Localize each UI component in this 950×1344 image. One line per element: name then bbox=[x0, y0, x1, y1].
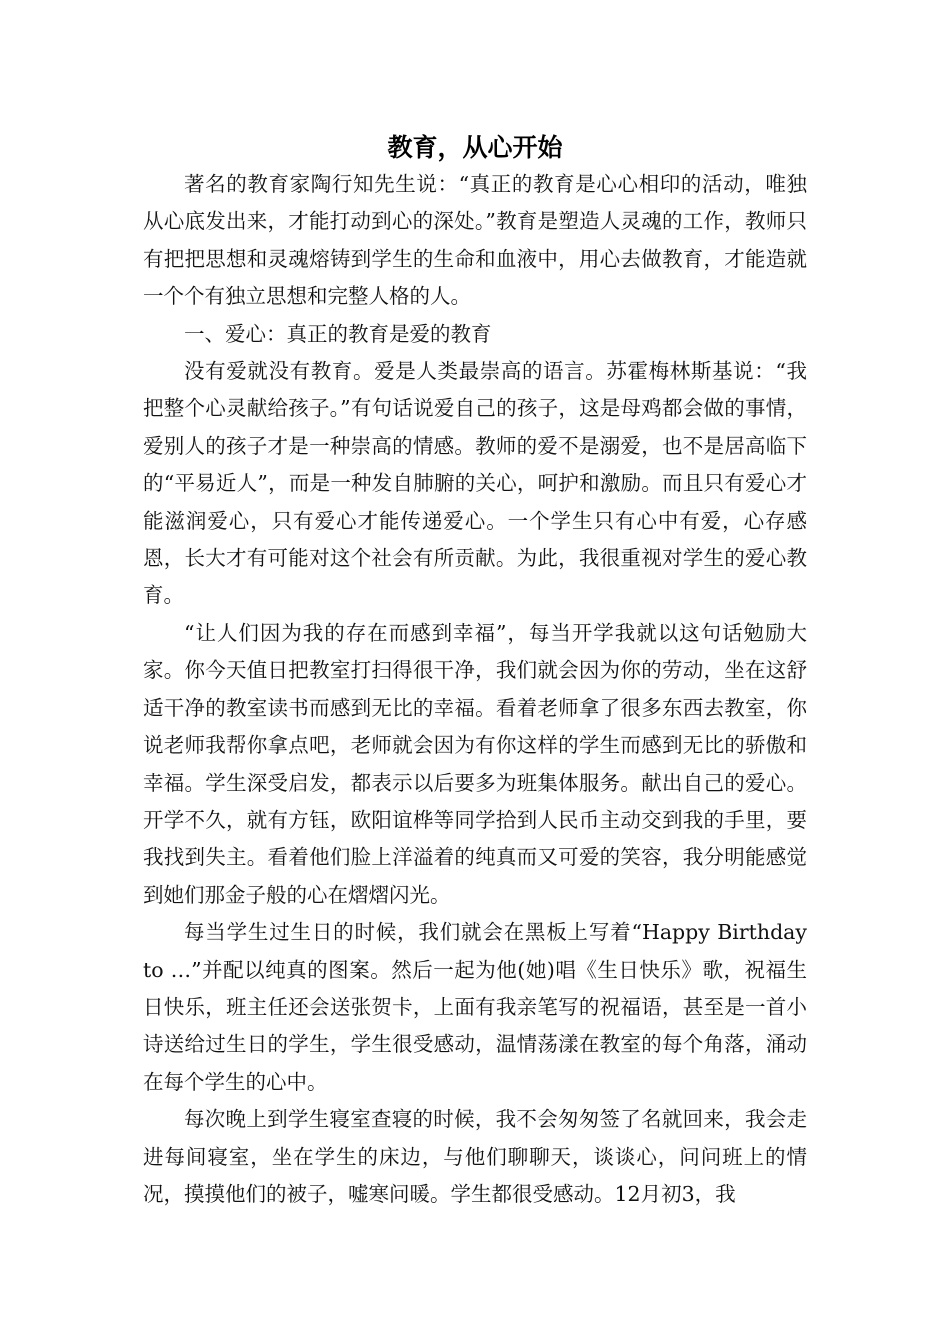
paragraph-birthday: 每当学生过生日的时候，我们就会在黑板上写着“Happy Birthday to …”并配以纯真的图案。然后一起为他(她)唱《生日快乐》歌，祝福生日快乐，班主任还会送张贺卡，上面有我亲笔写的祝福语，甚至是一首小诗送给过生日的学生，学生很受感动，温情荡漾在教室的每个角落，涌动在每个学生的心中。 bbox=[143, 920, 807, 1094]
document-body bbox=[143, 166, 807, 1213]
paragraph-dorm: 每次晚上到学生寝室查寝的时候，我不会匆匆签了名就回来，我会走进每间寝室，坐在学生的床边，与他们聊聊天，谈谈心，问问班上的情况，摸摸他们的被子，嘘寒问暖。学生都很受感动。12月初3，我 bbox=[143, 1107, 807, 1206]
paragraph-love: 没有爱就没有教育。爱是人类最崇高的语言。苏霍梅林斯基说：“我把整个心灵献给孩子。”有句话说爱自己的孩子，这是母鸡都会做的事情，爱别人的孩子才是一种崇高的情感。教师的爱不是溺爱，也不是居高临下的“平易近人”，而是一种发自肺腑的关心，呵护和激励。而且只有爱心才能滋润爱心，只有爱心才能传递爱心。一个学生只有心中有爱，心存感恩，长大才有可能对这个社会有所贡献。为此，我很重视对学生的爱心教育。 bbox=[143, 359, 807, 608]
section-heading: 一、爱心：真正的教育是爱的教育 bbox=[184, 321, 492, 346]
paragraph-happiness: “让人们因为我的存在而感到幸福”，每当开学我就以这句话勉励大家。你今天值日把教室打扫得很干净，我们就会因为你的劳动，坐在这舒适干净的教室读书而感到无比的幸福。看着老师拿了很多东西去教室，你说老师我帮你拿点吧，老师就会因为有你这样的学生而感到无比的骄傲和幸福。学生深受启发，都表示以后要多为班集体服务。献出自己的爱心。开学不久，就有方钰，欧阳谊桦等同学拾到人民币主动交到我的手里，要我找到失主。看着他们脸上洋溢着的纯真而又可爱的笑容，我分明能感觉到她们那金子般的心在熠熠闪光。 bbox=[143, 620, 807, 907]
paragraph-intro: 著名的教育家陶行知先生说：“真正的教育是心心相印的活动，唯独从心底发出来，才能打动到心的深处。”教育是塑造人灵魂的工作，教师只有把把思想和灵魂熔铸到学生的生命和血液中，用心去做教育，才能造就一个个有独立思想和完整人格的人。 bbox=[143, 172, 807, 309]
document-title: 教育，从心开始 bbox=[387, 133, 563, 162]
